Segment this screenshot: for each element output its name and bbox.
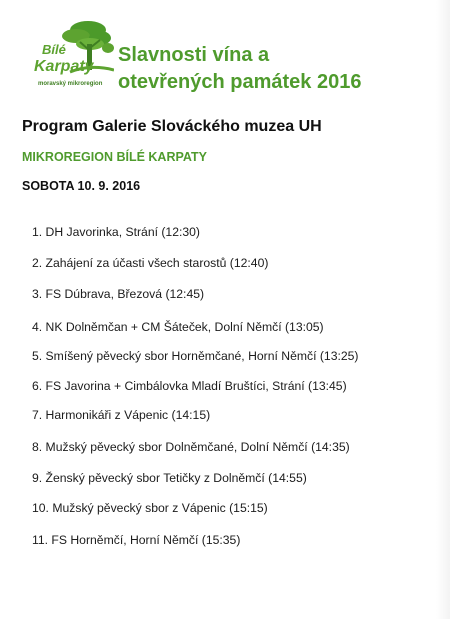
program-title: Program Galerie Slováckého muzea UH: [22, 118, 322, 135]
program-item: 9. Ženský pěvecký sbor Tetičky z Dolněmčí (14:55): [32, 471, 307, 485]
page-edge-shadow: [436, 0, 450, 619]
program-item: 10. Mužský pěvecký sbor z Vápenic (15:15): [32, 501, 268, 515]
bile-karpaty-logo: [30, 18, 114, 96]
logo-text-bile: Bílé: [42, 42, 66, 57]
page-title: [118, 42, 418, 96]
program-item: 5. Smíšený pěvecký sbor Horněmčané, Horní Němčí (13:25): [32, 349, 359, 363]
title-line-2: otevřených památek 2016: [118, 71, 362, 93]
logo-text-subtitle: moravský mikroregion: [38, 81, 103, 87]
program-item: 1. DH Javorinka, Strání (12:30): [32, 225, 200, 239]
date-heading: SOBOTA 10. 9. 2016: [22, 179, 141, 193]
program-item: 4. NK Dolněmčan + CM Šáteček, Dolní Němčí (13:05): [32, 320, 324, 334]
region-heading: MIKROREGION BÍLÉ KARPATY: [22, 150, 207, 164]
program-item: 8. Mužský pěvecký sbor Dolněmčané, Dolní Němčí (14:35): [32, 440, 350, 454]
program-item: 6. FS Javorina + Cimbálovka Mladí Bruštíci, Strání (13:45): [32, 379, 347, 393]
program-item: 11. FS Horněmčí, Horní Němčí (15:35): [32, 533, 241, 547]
program-item: 2. Zahájení za účasti všech starostů (12:40): [32, 256, 269, 270]
program-item: 3. FS Dúbrava, Březová (12:45): [32, 287, 205, 301]
logo-text-karpaty: Karpaty: [34, 58, 94, 75]
program-item: 7. Harmonikáři z Vápenic (14:15): [32, 408, 211, 422]
title-line-1: Slavnosti vína a: [118, 44, 270, 66]
